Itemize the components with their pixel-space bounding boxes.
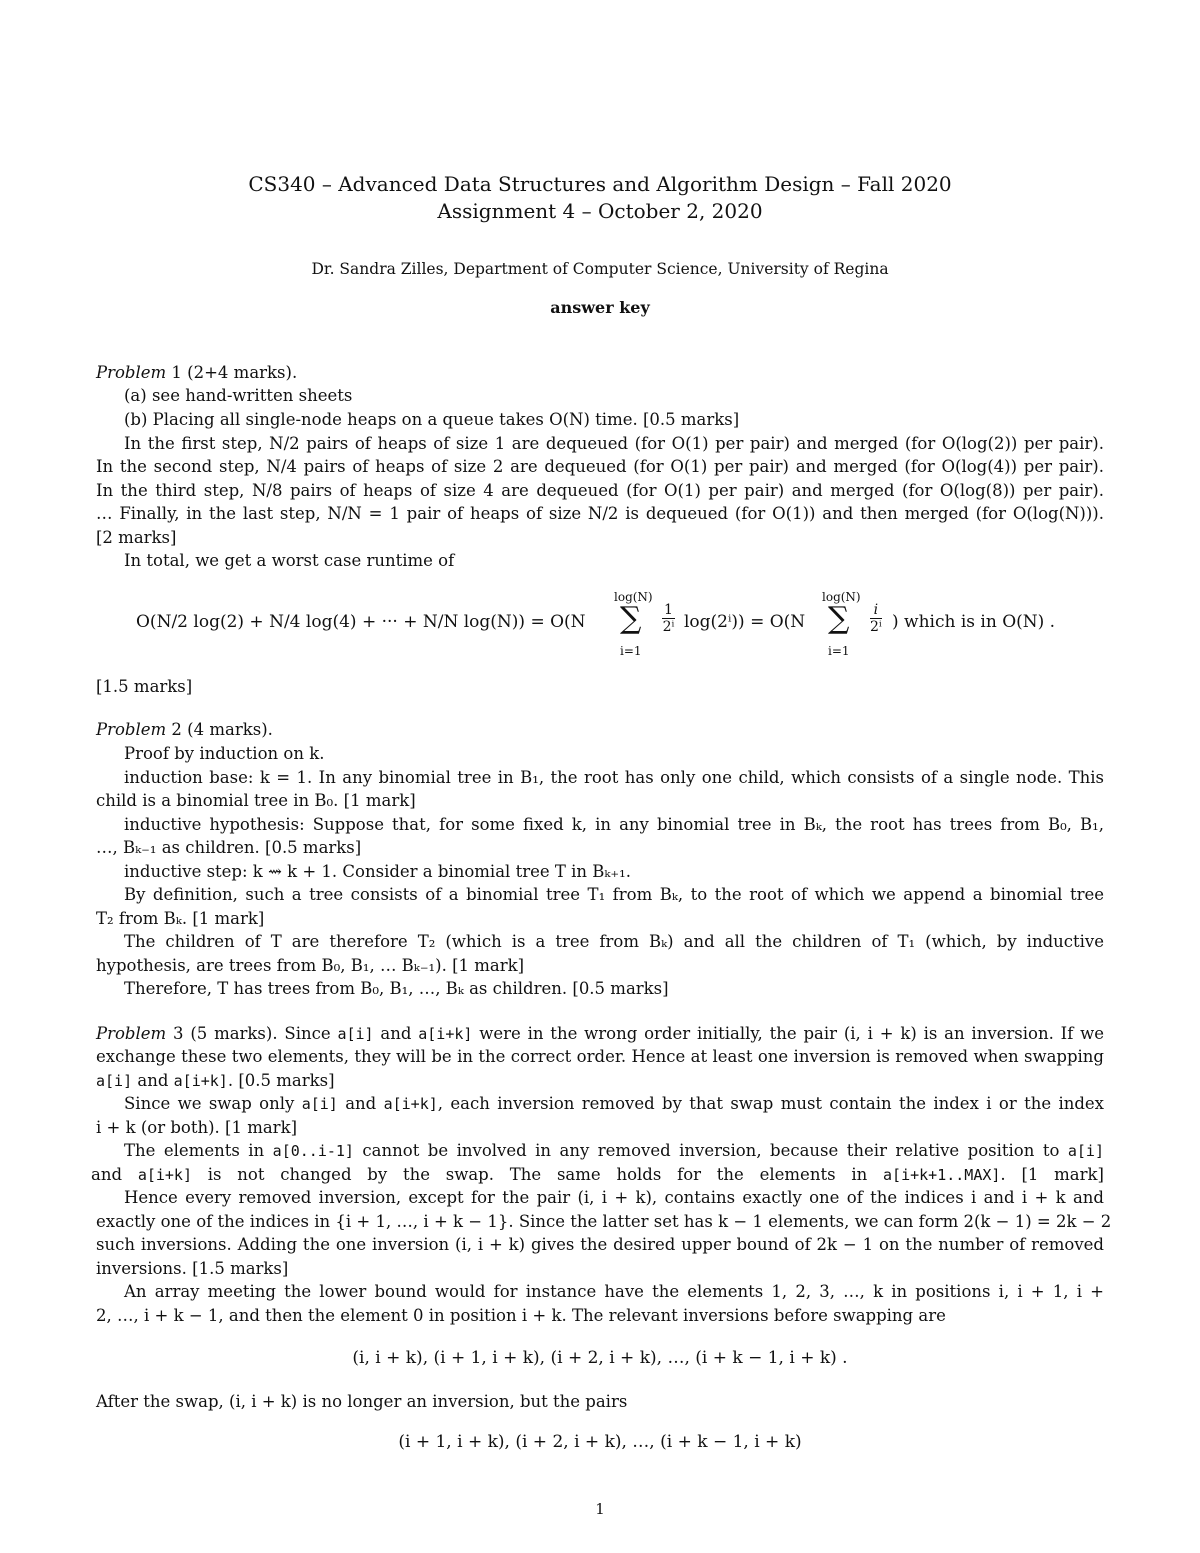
- problem2-line: Therefore, T has trees from B₀, B₁, …, Bₖ as children. [0.5 marks]: [124, 979, 669, 998]
- code-range-high: a[i+k+1..MAX]: [883, 1166, 1001, 1184]
- problem3-line: [124, 1092, 1104, 1116]
- problem1-line: … Finally, in the last step, N/N = 1 pair of heaps of size N/2 is dequeued (for O(1)) and then merged (for O(log(N))).: [96, 504, 1104, 523]
- formula-part-3: ) which is in O(N) .: [892, 612, 1056, 632]
- problem2-line: induction base: k = 1. In any binomial tree in B₁, the root has only one child, which consists of a single node. This: [124, 768, 1104, 787]
- problem3-text: 3 (5 marks). Since: [166, 1024, 338, 1043]
- problem3-text: , each inversion removed by that swap must contain the index i or the index: [437, 1094, 1104, 1113]
- fraction-one: [662, 602, 675, 635]
- problem3-line: An array meeting the lower bound would for instance have the elements 1, 2, 3, …, k in positions i, i + 1, i +: [124, 1282, 1104, 1301]
- problem3-text: and: [373, 1024, 419, 1043]
- code-range-low: a[0..i-1]: [272, 1142, 354, 1160]
- problem3-line: inversions. [1.5 marks]: [96, 1259, 289, 1278]
- problem3-line: exchange these two elements, they will be in the correct order. Hence at least one inversion is removed when swapping: [96, 1047, 1104, 1066]
- formula-part-2: log(2ⁱ)) = O(N: [684, 612, 806, 632]
- problem3-text: and: [91, 1165, 138, 1184]
- problem1-line: In total, we get a worst case runtime of: [124, 551, 455, 570]
- code-a-i: a[i]: [1067, 1142, 1104, 1160]
- problem3-line: [96, 1069, 1104, 1093]
- title-line-2: Assignment 4 – October 2, 2020: [437, 199, 763, 223]
- code-a-i-plus-k: a[i+k]: [137, 1166, 192, 1184]
- runtime-formula: [136, 590, 1066, 660]
- problem1-marks: [1.5 marks]: [96, 677, 193, 696]
- code-a-i: a[i]: [337, 1025, 374, 1043]
- problem1-line: In the second step, N/4 pairs of heaps of size 2 are dequeued (for O(1) per pair) and merged (for O(log(4)) per pair).: [96, 457, 1104, 476]
- code-a-i-plus-k: a[i+k]: [383, 1095, 438, 1113]
- problem3-text: and: [337, 1094, 384, 1113]
- problem2-line: hypothesis, are trees from B₀, B₁, … Bₖ₋₁). [1 mark]: [96, 956, 525, 975]
- subtitle: answer key: [550, 298, 650, 317]
- inversions-before-display: (i, i + k), (i + 1, i + k), (i + 2, i + k), …, (i + k − 1, i + k) .: [352, 1348, 848, 1368]
- problem1-part-a: (a) see hand-written sheets: [124, 386, 353, 405]
- sigma-icon: ∑: [620, 601, 642, 636]
- sum-upper-limit: log(N): [822, 590, 861, 604]
- code-a-i-plus-k: a[i+k]: [418, 1025, 473, 1043]
- problem3-text: cannot be involved in any removed inversion, because their relative position to: [353, 1141, 1068, 1160]
- problem3-heading: [96, 1022, 1104, 1046]
- code-a-i: a[i]: [301, 1095, 338, 1113]
- problem2-line: By definition, such a tree consists of a binomial tree T₁ from Bₖ, to the root of which we append a binomial tree: [124, 885, 1104, 904]
- problem1-line: In the third step, N/8 pairs of heaps of size 4 are dequeued (for O(1) per pair) and merged (for O(log(8)) per pair).: [96, 481, 1104, 500]
- sum-upper-limit: log(N): [614, 590, 653, 604]
- problem3-line: [124, 1139, 1104, 1163]
- problem-label: Problem: [96, 720, 167, 739]
- problem3-line: Hence every removed inversion, except for the pair (i, i + k), contains exactly one of the indices i and i + k and: [124, 1188, 1104, 1207]
- fraction-numerator: i: [870, 602, 882, 619]
- problem3-line: such inversions. Adding the one inversion (i, i + k) gives the desired upper bound of 2k − 1 on the number of removed: [96, 1235, 1104, 1254]
- problem3-line: exactly one of the indices in {i + 1, …, i + k − 1}. Since the latter set has k − 1 elements, we can form 2(k − 1) = 2k − 2: [96, 1212, 1112, 1231]
- problem3-text: and: [132, 1071, 174, 1090]
- problem2-line: Proof by induction on k.: [124, 744, 325, 763]
- problem2-heading-text: 2 (4 marks).: [166, 720, 273, 739]
- code-a-i: a[i]: [96, 1072, 133, 1090]
- problem3-text: were in the wrong order initially, the pair (i, i + k) is an inversion. If we: [472, 1024, 1105, 1043]
- problem3-line: After the swap, (i, i + k) is no longer an inversion, but the pairs: [96, 1392, 628, 1411]
- problem2-heading: [96, 718, 1104, 741]
- problem1-line: [2 marks]: [96, 528, 177, 547]
- problem3-text: The elements in: [124, 1141, 273, 1160]
- problem-label: Problem: [96, 363, 167, 382]
- problem3-text: . [0.5 marks]: [227, 1071, 335, 1090]
- title-line-1: CS340 – Advanced Data Structures and Algorithm Design – Fall 2020: [248, 172, 952, 196]
- problem1-heading-text: 1 (2+4 marks).: [166, 363, 298, 382]
- sigma-icon: ∑: [828, 601, 850, 636]
- fraction-two: [870, 602, 882, 635]
- problem3-line: [91, 1163, 1104, 1187]
- page-number: 1: [595, 1500, 605, 1518]
- problem1-line: In the first step, N/2 pairs of heaps of size 1 are dequeued (for O(1) per pair) and merged (for O(log(2)) per pair).: [124, 434, 1104, 453]
- inversions-after-display: (i + 1, i + k), (i + 2, i + k), …, (i + k − 1, i + k): [398, 1432, 802, 1452]
- problem2-line: T₂ from Bₖ. [1 mark]: [96, 909, 265, 928]
- problem2-line: child is a binomial tree in B₀. [1 mark]: [96, 791, 416, 810]
- problem2-line: inductive step: k ⇝ k + 1. Consider a binomial tree T in Bₖ₊₁.: [124, 862, 631, 881]
- problem1-part-b: (b) Placing all single-node heaps on a queue takes O(N) time. [0.5 marks]: [124, 410, 740, 429]
- problem2-line: inductive hypothesis: Suppose that, for some fixed k, in any binomial tree in Bₖ, the root has trees from B₀, B₁,: [124, 815, 1104, 834]
- problem3-text: Since we swap only: [124, 1094, 302, 1113]
- problem3-line: 2, …, i + k − 1, and then the element 0 in position i + k. The relevant inversions before swapping are: [96, 1306, 946, 1325]
- sum-lower-limit: i=1: [620, 644, 642, 658]
- fraction-denominator: 2ⁱ: [662, 619, 675, 635]
- problem3-text: . [1 mark]: [1000, 1165, 1104, 1184]
- problem-label: Problem: [96, 1024, 167, 1043]
- code-a-i-plus-k: a[i+k]: [173, 1072, 228, 1090]
- author-line: Dr. Sandra Zilles, Department of Computer Science, University of Regina: [311, 260, 889, 278]
- problem3-text: is not changed by the swap. The same holds for the elements in: [192, 1165, 884, 1184]
- fraction-numerator: 1: [664, 602, 673, 618]
- problem2-line: The children of T are therefore T₂ (which is a tree from Bₖ) and all the children of T₁ (which, by inductive: [124, 932, 1104, 951]
- fraction-denominator: 2ⁱ: [870, 619, 882, 635]
- sum-lower-limit: i=1: [828, 644, 850, 658]
- problem1-heading: [96, 361, 1104, 384]
- problem2-line: …, Bₖ₋₁ as children. [0.5 marks]: [96, 838, 362, 857]
- problem3-line: i + k (or both). [1 mark]: [96, 1118, 298, 1137]
- formula-part-1: O(N/2 log(2) + N/4 log(4) + ··· + N/N log(N)) = O(N: [136, 612, 586, 632]
